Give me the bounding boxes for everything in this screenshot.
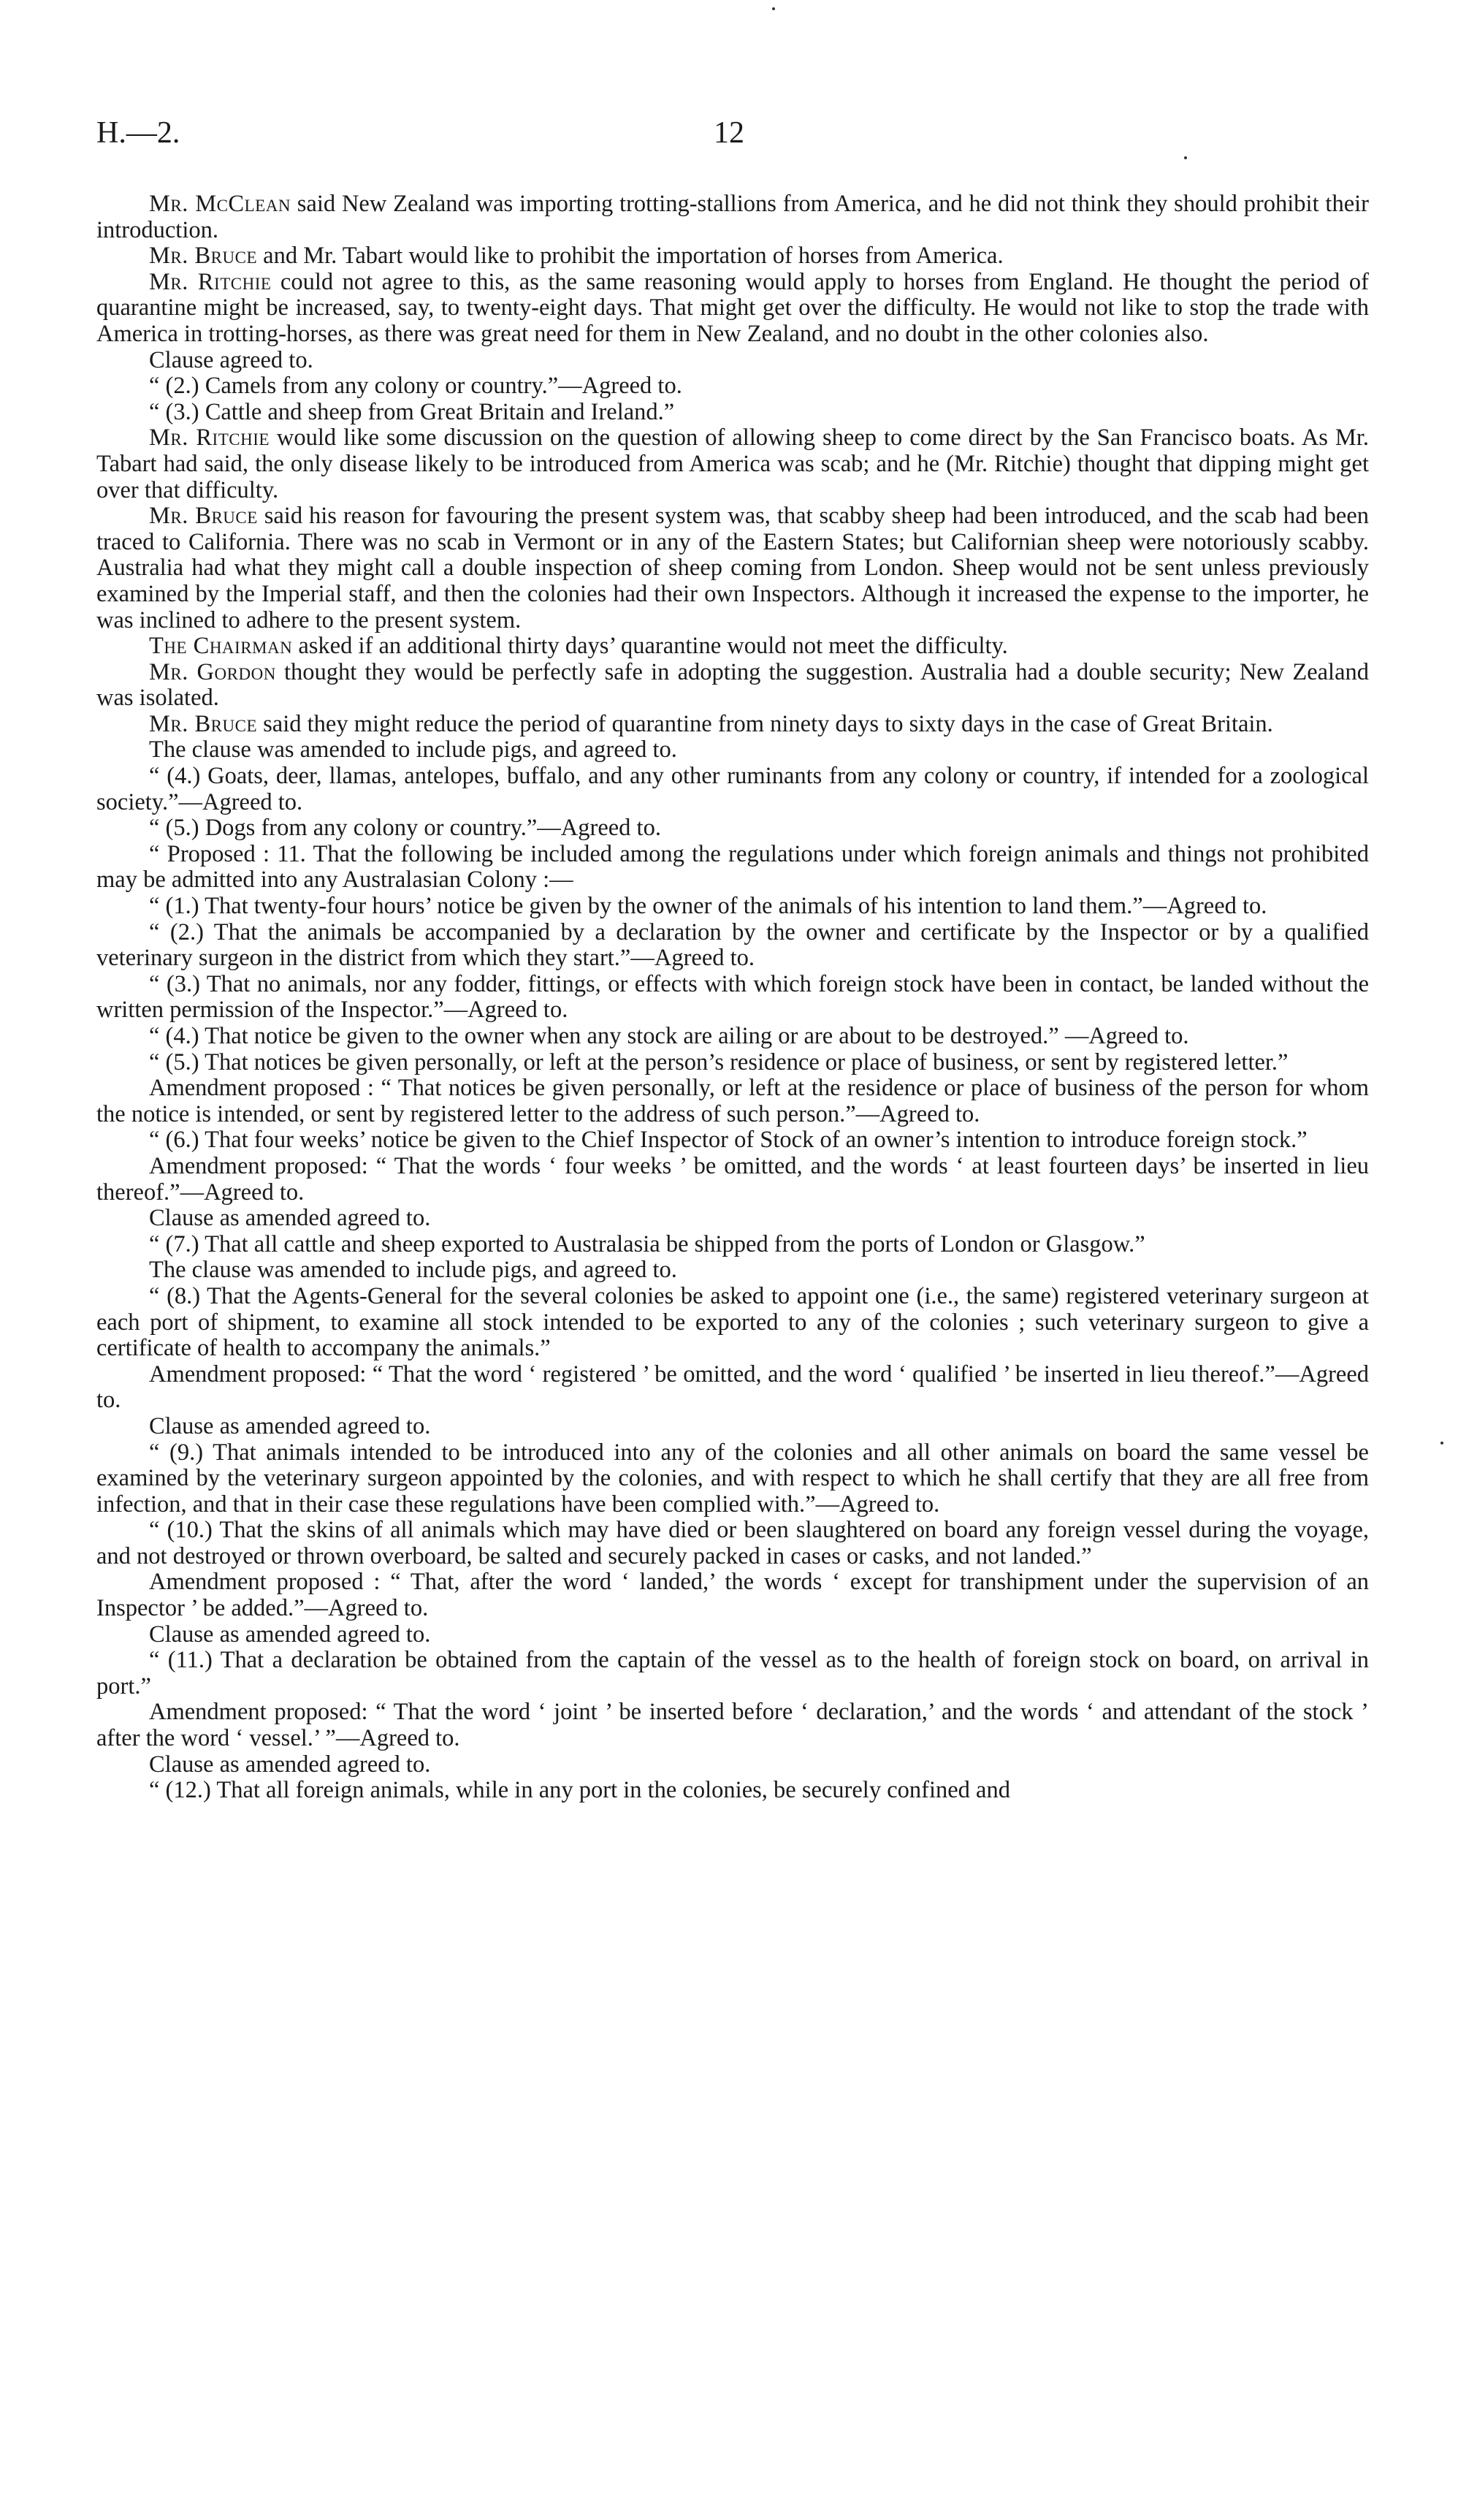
- paragraph-text: would like some discussion on the question of allowing sheep to come direct by the San Francisco boats. As Mr. Tabart had said, the only disease likely to be introduced from America was scab; and he (Mr. Ritchie) thought that dipping might get over that difficulty.: [96, 425, 1369, 503]
- paragraph: [96, 972, 1369, 1024]
- speaker-name: Mr. Bruce: [149, 503, 258, 530]
- speaker-name: Mr. McClean: [149, 191, 291, 217]
- document-reference: H.—2.: [96, 116, 180, 150]
- paragraph-text: “ (2.) Camels from any colony or country.”—Agreed to.: [149, 373, 682, 400]
- paragraph: [96, 1569, 1369, 1621]
- paragraph: [96, 425, 1369, 503]
- paragraph-text: Amendment proposed: “ That the words ‘ four weeks ’ be omitted, and the words ‘ at least fourteen days’ be inserted in lieu thereof.”—Agreed to.: [96, 1152, 1369, 1206]
- paragraph: [96, 1154, 1369, 1206]
- paragraph: [96, 633, 1369, 660]
- speaker-name: The Chairman: [149, 633, 293, 660]
- paragraph: [96, 737, 1369, 764]
- paragraph-text: Amendment proposed : “ That notices be given personally, or left at the residence or place of business of the person for whom the notice is intended, or sent by registered letter to the address of such person.”—Agreed to.: [96, 1075, 1369, 1127]
- paragraph-text: “ (1.) That twenty-four hours’ notice be given by the owner of the animals of his intention to land them.”—Agreed to.: [149, 893, 1267, 920]
- paragraph-text: Amendment proposed: “ That the word ‘ joint ’ be inserted before ‘ declaration,’ and the words ‘ and attendant of the stock ’ after the word ‘ vessel.’ ”—Agreed to.: [96, 1699, 1369, 1752]
- speaker-name: Mr. Ritchie: [149, 268, 272, 295]
- paragraph: [96, 1648, 1369, 1699]
- paragraph: [96, 243, 1369, 270]
- paragraph-text: “ (4.) That notice be given to the owner when any stock are ailing or are about to be destroyed.” —Agreed to.: [149, 1023, 1189, 1049]
- paragraph: [96, 1127, 1369, 1154]
- paragraph-text: The clause was amended to include pigs, and agreed to.: [149, 736, 677, 764]
- paragraph: [96, 400, 1369, 426]
- paragraph: [96, 1752, 1369, 1778]
- body-text: [96, 191, 1369, 1804]
- paragraph: [96, 1050, 1369, 1076]
- paragraph: [96, 815, 1369, 842]
- paragraph-text: said New Zealand was importing trotting-stallions from America, and he did not think they should prohibit their introduction.: [96, 191, 1369, 243]
- paragraph-text: “ (8.) That the Agents-General for the several colonies be asked to appoint one (i.e., the same) registered veterinary surgeon at each port of shipment, to examine all stock intended to be exported to any of the colonies ; such veterinary surgeon to give a certificate of health to accompany the animals.”: [96, 1282, 1369, 1362]
- paragraph: [96, 1232, 1369, 1258]
- paragraph: [96, 1622, 1369, 1648]
- paragraph: [96, 1257, 1369, 1284]
- paragraph-text: asked if an additional thirty days’ quarantine would not meet the difficulty.: [292, 633, 1008, 660]
- speck-mark: [1440, 1442, 1443, 1444]
- paragraph-text: “ (4.) Goats, deer, llamas, antelopes, buffalo, and any other ruminants from any colony or country, if intended for a zoological society.”—Agreed to.: [96, 763, 1369, 815]
- speaker-name: Mr. Bruce: [149, 243, 258, 270]
- paragraph: [96, 712, 1369, 738]
- paragraph-text: Clause as amended agreed to.: [149, 1751, 431, 1778]
- paragraph-text: and Mr. Tabart would like to prohibit the importation of horses from America.: [257, 243, 1004, 270]
- paragraph-text: Amendment proposed: “ That the word ‘ registered ’ be omitted, and the word ‘ qualified ’ be inserted in lieu thereof.”—Agreed to.: [96, 1360, 1369, 1414]
- speck-mark: [772, 7, 775, 10]
- paragraph: [96, 503, 1369, 633]
- paragraph-text: “ (11.) That a declaration be obtained from the captain of the vessel as to the health of foreign stock on board, on arrival in port.”: [96, 1647, 1369, 1699]
- paragraph-text: The clause was amended to include pigs, and agreed to.: [149, 1257, 677, 1284]
- paragraph: [96, 1778, 1369, 1804]
- paragraph-text: Clause as amended agreed to.: [149, 1412, 431, 1439]
- paragraph-text: “ (5.) Dogs from any colony or country.”—Agreed to.: [149, 815, 661, 842]
- paragraph-text: thought they would be perfectly safe in adopting the suggestion. Australia had a double security; New Zealand was isolated.: [96, 658, 1369, 712]
- speck-mark: [1184, 156, 1187, 159]
- paragraph: [96, 1024, 1369, 1050]
- page-header: [96, 115, 1362, 159]
- paragraph: [96, 1414, 1369, 1440]
- speaker-name: Mr. Gordon: [149, 658, 276, 685]
- paragraph: [96, 373, 1369, 400]
- paragraph-text: Clause as amended agreed to.: [149, 1621, 431, 1648]
- paragraph: [96, 1284, 1369, 1362]
- paragraph-text: Clause as amended agreed to.: [149, 1205, 431, 1232]
- paragraph: [96, 1518, 1369, 1569]
- paragraph-text: “ (6.) That four weeks’ notice be given to the Chief Inspector of Stock of an owner’s intention to introduce foreign stock.”: [149, 1127, 1308, 1154]
- paragraph: [96, 1076, 1369, 1127]
- paragraph-text: “ (12.) That all foreign animals, while in any port in the colonies, be securely confined and: [149, 1777, 1010, 1804]
- paragraph: [96, 842, 1369, 894]
- paragraph: [96, 1440, 1369, 1518]
- paragraph-text: “ (2.) That the animals be accompanied by a declaration by the owner and certificate by the Inspector or by a qualified veterinary surgeon in the district from which they start.”—Agreed to.: [96, 918, 1369, 972]
- paragraph-text: “ Proposed : 11. That the following be included among the regulations under which foreign animals and things not prohibited may be admitted into any Australasian Colony :—: [96, 840, 1369, 894]
- speaker-name: Mr. Ritchie: [149, 425, 270, 452]
- paragraph-text: “ (5.) That notices be given personally, or left at the person’s residence or place of business, or sent by registered letter.”: [149, 1048, 1289, 1076]
- paragraph-text: “ (10.) That the skins of all animals which may have died or been slaughtered on board any foreign vessel during the voyage, and not destroyed or thrown overboard, be salted and securely packed in cases or casks, and not landed.”: [96, 1517, 1369, 1569]
- paragraph: [96, 920, 1369, 972]
- paragraph: [96, 191, 1369, 243]
- paragraph: [96, 1206, 1369, 1232]
- paragraph: [96, 270, 1369, 348]
- paragraph-text: said his reason for favouring the present system was, that scabby sheep had been introduced, and the scab had been traced to California. There was no scab in Vermont or in any of the Eastern States; but Californian sheep were notoriously scabby. Australia had what they might call a double inspection of sheep coming from London. Sheep would not be sent unless previously examined by the Imperial staff, and then the colonies had their own Inspectors. Although it increased the expense to the importer, he was inclined to adhere to the present system.: [96, 503, 1369, 633]
- paragraph: [96, 1362, 1369, 1414]
- page-number: 12: [714, 116, 744, 150]
- paragraph: [96, 660, 1369, 712]
- paragraph-text: said they might reduce the period of quarantine from ninety days to sixty days in the case of Great Britain.: [257, 710, 1273, 737]
- paragraph-text: “ (7.) That all cattle and sheep exported to Australasia be shipped from the ports of London or Glasgow.”: [149, 1230, 1145, 1257]
- paragraph-text: “ (3.) Cattle and sheep from Great Britain and Ireland.”: [149, 398, 675, 425]
- paragraph-text: Clause agreed to.: [149, 346, 313, 373]
- paragraph-text: Amendment proposed : “ That, after the word ‘ landed,’ the words ‘ except for transhipment under the supervision of an Inspector ’ be added.”—Agreed to.: [96, 1569, 1369, 1622]
- speaker-name: Mr. Bruce: [149, 710, 258, 737]
- paragraph: [96, 894, 1369, 920]
- paragraph-text: could not agree to this, as the same reasoning would apply to horses from England. He thought the period of quarantine might be increased, say, to twenty-eight days. That might get over the difficulty. He would not like to stop the trade with America in trotting-horses, as there was great need for them in New Zealand, and no doubt in the other colonies also.: [96, 268, 1369, 347]
- paragraph: [96, 764, 1369, 815]
- paragraph-text: “ (3.) That no animals, nor any fodder, fittings, or effects with which foreign stock have been in contact, be landed without the written permission of the Inspector.”—Agreed to.: [96, 970, 1369, 1024]
- paragraph: [96, 348, 1369, 374]
- paragraph-text: “ (9.) That animals intended to be introduced into any of the colonies and all other animals on board the same vessel be examined by the veterinary surgeon appointed by the colonies, and with respect to which he shall certify that they are all free from infection, and that in their case these regulations have been complied with.”—Agreed to.: [96, 1439, 1369, 1518]
- paragraph: [96, 1699, 1369, 1751]
